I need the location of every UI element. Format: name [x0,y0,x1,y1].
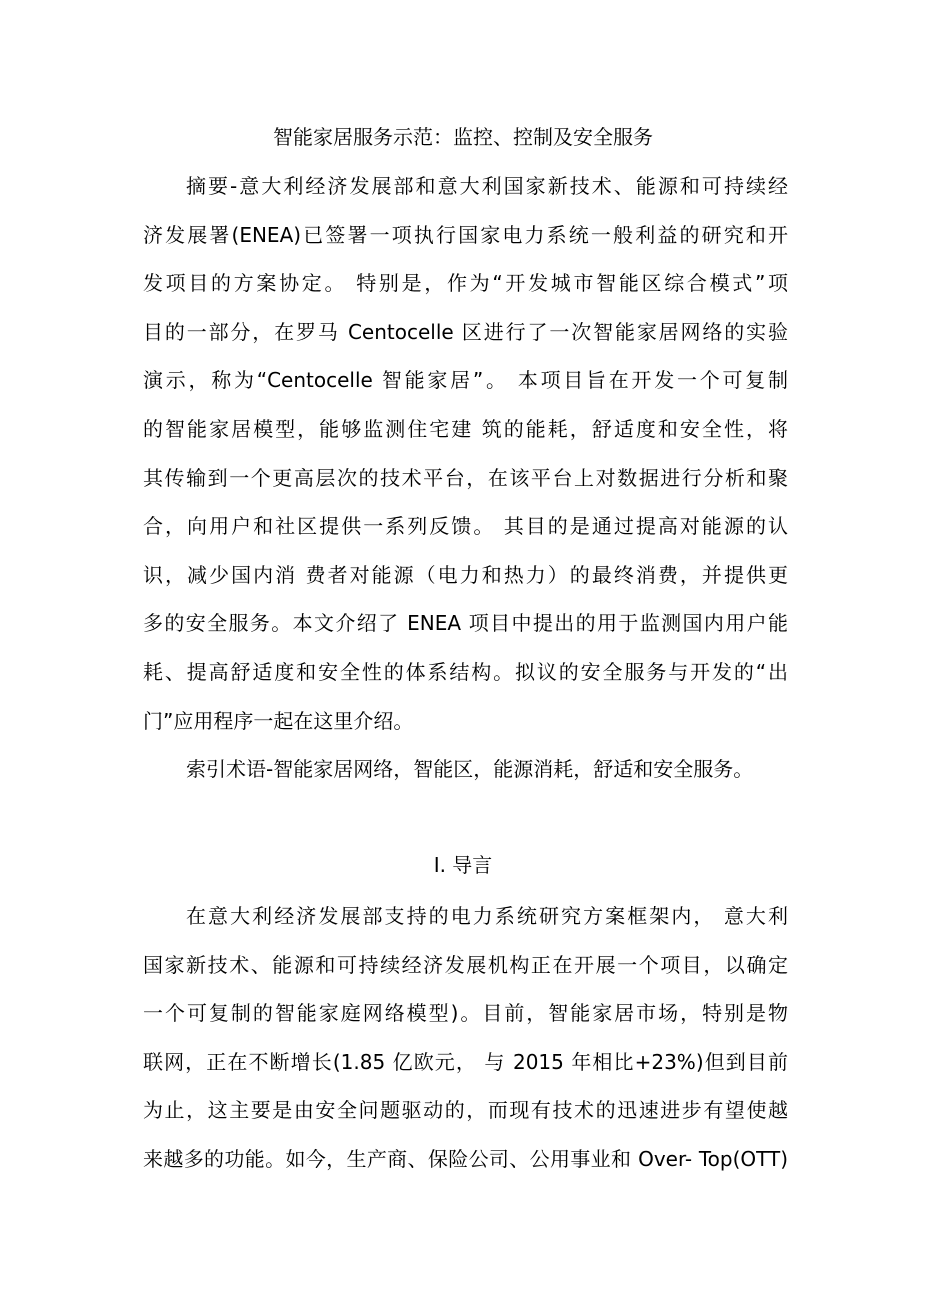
abstract-line: 耗、提高舒适度和安全性的体系结构。拟议的安全服务与开发的“出 [143,659,788,684]
document-title: 智能家居服务示范：监控、控制及安全服务 [273,125,653,149]
intro-line: 国家新技术、能源和可持续经济发展机构正在开展一个项目，以确定 [143,952,788,977]
abstract-line: 发项目的方案协定。 特别是，作为“开发城市智能区综合模式”项 [143,271,788,296]
intro-line: 为止，这主要是由安全问题驱动的，而现有技术的迅速进步有望使越 [143,1098,788,1123]
intro-line: 来越多的功能。如今，生产商、保险公司、公用事业和 Over- Top(OTT) [143,1146,788,1171]
intro-paragraph [143,892,788,1184]
abstract-line: 多的安全服务。本文介绍了 ENEA 项目中提出的用于监测国内用户能 [143,611,788,636]
index-terms: 索引术语-智能家居网络，智能区，能源消耗，舒适和安全服务。 [186,757,754,782]
intro-line: 一个可复制的智能家庭网络模型)。目前，智能家居市场，特别是物 [143,1001,788,1026]
intro-line: 在意大利经济发展部支持的电力系统研究方案框架内， 意大利 [186,904,788,928]
abstract-line: 演示，称为“Centocelle 智能家居”。 本项目旨在开发一个可复制 [143,368,788,393]
abstract-line: 目的一部分，在罗马 Centocelle 区进行了一次智能家居网络的实验 [143,319,788,344]
intro-line: 联网，正在不断增长(1.85 亿欧元， 与 2015 年相比+23%)但到目前 [143,1049,788,1074]
abstract-line: 的智能家居模型，能够监测住宅建 筑的能耗，舒适度和安全性，将 [143,416,788,441]
abstract-line: 摘要-意大利经济发展部和意大利国家新技术、能源和可持续经 [186,174,788,198]
abstract-line: 济发展署(ENEA)已签署一项执行国家电力系统一般利益的研究和开 [143,222,788,247]
abstract-line: 识，减少国内消 费者对能源（电力和热力）的最终消费，并提供更 [143,562,788,587]
abstract-line: 合，向用户和社区提供一系列反馈。 其目的是通过提高对能源的认 [143,514,788,539]
abstract-paragraph [143,162,788,794]
abstract-line: 门”应用程序一起在这里介绍。 [143,708,414,733]
abstract-line: 其传输到一个更高层次的技术平台，在该平台上对数据进行分析和聚 [143,465,788,490]
section-heading: I. 导言 [433,853,493,877]
